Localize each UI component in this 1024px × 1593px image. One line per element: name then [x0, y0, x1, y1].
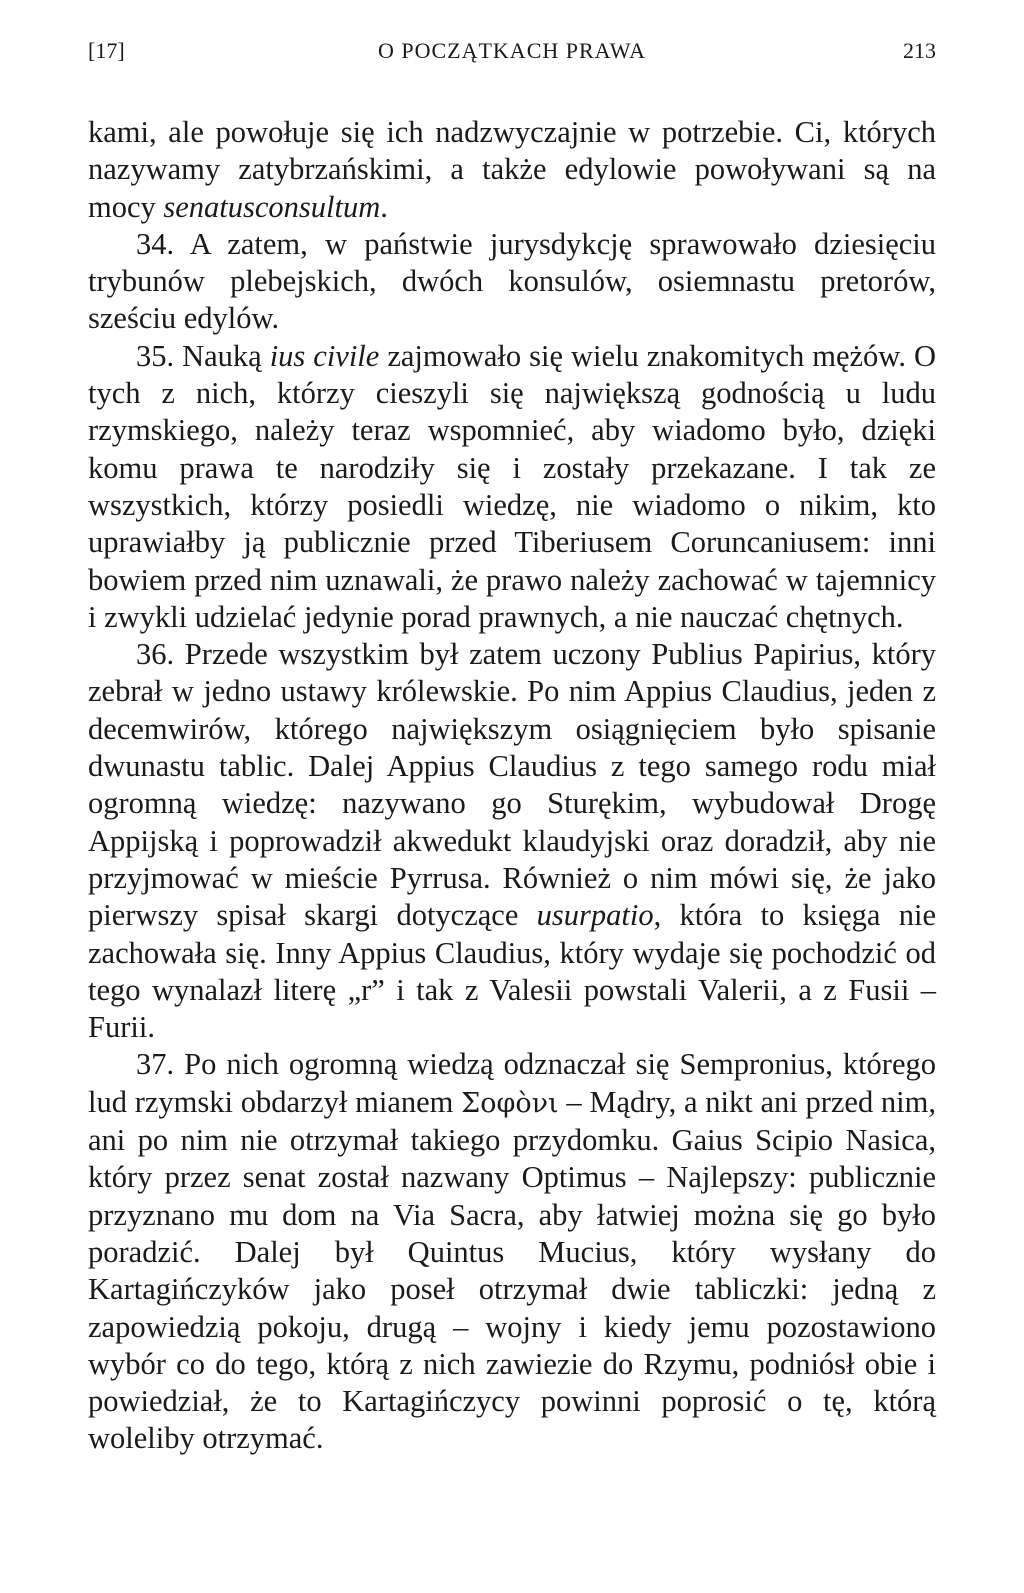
text-run: kami, ale powołuje się ich nadzwyczajnie w potrzebie. Ci, których nazywamy zatybrzańskimi, a także edylowie powoływani są na mocy — [88, 115, 936, 224]
page-number: 213 — [903, 38, 936, 63]
text-run: 34. A zatem, w państwie jurysdykcję sprawowało dziesięciu trybunów plebejskich, dwóch konsulów, osiemnastu pretorów, sześciu edylów. — [88, 226, 936, 336]
paragraph — [88, 1046, 936, 1457]
paragraph — [88, 636, 936, 1046]
italic-term: senatusconsultum — [163, 189, 381, 224]
paragraph — [88, 114, 936, 226]
text-run: 36. Przede wszystkim był zatem uczony Publius Papirius, który zebrał w jedno ustawy królewskie. Po nim Appius Claudius, jeden z decemwirów, którego największym osiągnięciem było spisanie dwunastu tablic. Dalej Appius Claudius z tego samego rodu miał ogromną wiedzę: nazywano go Sturękim, wybudował Drogę Appijską i poprowadził akwedukt klaudyjski oraz doradził, aby nie przyjmować w mieście Pyrrusa. Również o nim mówi się, że jako pierwszy spisał skargi dotyczące — [88, 637, 936, 933]
text-run: 35. Nauką — [136, 338, 270, 373]
italic-term: usurpatio — [536, 898, 654, 933]
paragraph — [88, 226, 936, 338]
text-run: , która to księga nie zachowała się. Inny Appius Claudius, który wydaje się pochodzić od tego wynalazł literę „r” i tak z Valesii powstali Valerii, a z Fusii – Furii. — [88, 898, 936, 1045]
text-run: . — [380, 189, 388, 224]
text-run: zajmowało się wielu znakomitych mężów. O tych z nich, którzy cieszyli się największą godnością u ludu rzymskiego, należy teraz wspomnieć, aby wiadomo było, dzięki komu prawa te narodziły się i zostały przekazane. I tak ze wszystkich, którzy posiedli wiedzę, nie wiadomo o nikim, kto uprawiałby ją publicznie przed Tiberiusem Coruncaniusem: inni bowiem przed nim uznawali, że prawo należy zachować w tajemnicy i zwykli udzielać jedynie porad prawnych, a nie nauczać chętnych. — [88, 338, 936, 634]
text-run: 37. Po nich ogromną wiedzą odznaczał się Sempronius, którego lud rzymski obdarzył mianem — [88, 1047, 936, 1119]
running-title: O POCZĄTKACH PRAWA — [377, 38, 647, 63]
italic-term: ius civile — [269, 338, 380, 373]
text-run: – Mądry, a nikt ani przed nim, ani po nim nie otrzymał takiego przydomku. Gaius Scipio Nasica, który przez senat został nazwany Optimus – Najlepszy: publicznie przyznano mu dom na Via Sacra, aby łatwiej można się go było poradzić. Dalej był Quintus Mucius, który wysłany do Kartagińczyków jako poseł otrzymał dwie tabliczki: jedną z zapowiedzią pokoju, drugą – wojny i kiedy jemu pozostawiono wybór co do tego, którą z nich zawiezie do Rzymu, podniósł obie i powiedział, że to Kartagińczycy powinni poprosić o tę, którą woleliby otrzymać. — [88, 1084, 936, 1456]
chapter-number: [17] — [88, 38, 125, 63]
body-text — [88, 114, 936, 1458]
paragraph — [88, 338, 936, 636]
running-head — [88, 36, 936, 66]
book-page — [88, 0, 936, 1593]
greek-term: Σοφὸνι — [461, 1087, 559, 1119]
